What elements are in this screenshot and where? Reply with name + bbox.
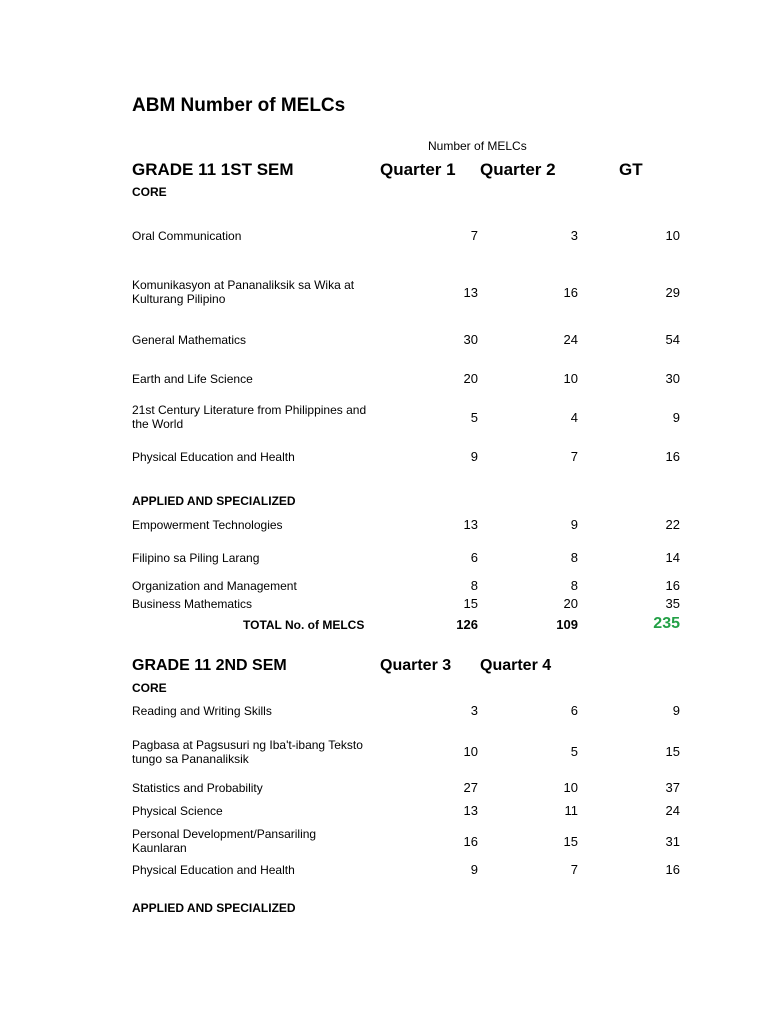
subject-name: Business Mathematics	[132, 597, 253, 611]
subject-name: 21st Century Literature from Philippines and the World	[132, 403, 367, 431]
page-title: ABM Number of MELCs	[132, 95, 346, 116]
gt-value: 29	[665, 285, 680, 300]
gt-value: 16	[665, 578, 680, 593]
q4-value: 11	[564, 803, 578, 818]
gt-value: 15	[665, 744, 680, 759]
q4-value: 6	[570, 703, 578, 718]
sem2-heading: GRADE 11 2ND SEM	[132, 657, 287, 674]
gt-value: 54	[665, 332, 680, 347]
q1-value: 6	[470, 550, 478, 565]
q2-value: 10	[563, 371, 578, 386]
gt-value: 16	[665, 862, 680, 877]
sem1-quarter2-header: Quarter 2	[480, 160, 556, 179]
subject-name: Statistics and Probability	[132, 781, 263, 795]
q3-value: 3	[470, 703, 478, 718]
subject-name: Filipino sa Piling Larang	[132, 551, 260, 565]
q2-value: 7	[570, 449, 578, 464]
sem2-applied-label: APPLIED AND SPECIALIZED	[132, 901, 296, 915]
q1-value: 30	[463, 332, 478, 347]
sem1-quarter1-header: Quarter 1	[380, 160, 456, 179]
q2-value: 16	[563, 285, 578, 300]
sem1-core-label: CORE	[132, 185, 167, 199]
q1-value: 9	[470, 449, 478, 464]
gt-value: 14	[665, 550, 680, 565]
total-gt-value: 235	[653, 615, 680, 632]
gt-value: 37	[665, 780, 680, 795]
q4-value: 5	[570, 744, 578, 759]
q1-value: 5	[470, 410, 478, 425]
subject-name: Pagbasa at Pagsusuri ng Iba't-ibang Teksto tungo sa Pananaliksik	[132, 738, 363, 766]
q1-value: 15	[463, 596, 478, 611]
total-label: TOTAL No. of MELCS	[243, 618, 365, 632]
q2-value: 8	[570, 550, 578, 565]
subject-name: Reading and Writing Skills	[132, 704, 272, 718]
subject-name: Empowerment Technologies	[132, 518, 283, 532]
gt-value: 24	[665, 803, 680, 818]
subject-name: Earth and Life Science	[132, 372, 253, 386]
gt-value: 16	[665, 449, 680, 464]
subject-name: General Mathematics	[132, 333, 247, 347]
sem2-quarter4-header: Quarter 4	[480, 657, 552, 674]
q4-value: 10	[563, 780, 578, 795]
total-q1-value: 126	[456, 617, 478, 632]
q2-value: 8	[570, 578, 578, 593]
sem1-applied-label: APPLIED AND SPECIALIZED	[132, 494, 296, 508]
q1-value: 13	[463, 285, 478, 300]
q1-value: 13	[463, 517, 478, 532]
subject-name: Oral Communication	[132, 229, 242, 243]
subject-name: Physical Education and Health	[132, 450, 295, 464]
q1-value: 20	[463, 371, 478, 386]
sem2-core-label: CORE	[132, 681, 167, 695]
gt-value: 22	[665, 517, 680, 532]
q3-value: 13	[463, 803, 478, 818]
q3-value: 10	[463, 744, 478, 759]
subject-name: Organization and Management	[132, 579, 297, 593]
q1-value: 8	[470, 578, 478, 593]
q2-value: 24	[563, 332, 578, 347]
q3-value: 16	[463, 834, 478, 849]
gt-value: 35	[665, 596, 680, 611]
gt-value: 9	[672, 703, 680, 718]
subject-name: Personal Development/Pansariling Kaunlaran	[132, 827, 317, 855]
q4-value: 7	[570, 862, 578, 877]
q2-value: 20	[563, 596, 578, 611]
number-of-melcs-header: Number of MELCs	[428, 139, 527, 153]
subject-name: Physical Education and Health	[132, 863, 295, 877]
q2-value: 4	[570, 410, 578, 425]
q1-value: 7	[470, 228, 478, 243]
sem2-quarter3-header: Quarter 3	[380, 657, 452, 674]
gt-value: 9	[672, 410, 680, 425]
q2-value: 3	[570, 228, 578, 243]
q4-value: 15	[563, 834, 578, 849]
q2-value: 9	[570, 517, 578, 532]
q3-value: 27	[463, 780, 478, 795]
gt-value: 31	[665, 834, 680, 849]
subject-name: Komunikasyon at Pananaliksik sa Wika at Kulturang Pilipino	[132, 278, 355, 306]
total-q2-value: 109	[556, 617, 578, 632]
gt-value: 30	[665, 371, 680, 386]
gt-value: 10	[665, 228, 680, 243]
q3-value: 9	[470, 862, 478, 877]
sem1-heading: GRADE 11 1ST SEM	[132, 160, 294, 179]
subject-name: Physical Science	[132, 804, 223, 818]
sem1-gt-header: GT	[619, 160, 643, 179]
